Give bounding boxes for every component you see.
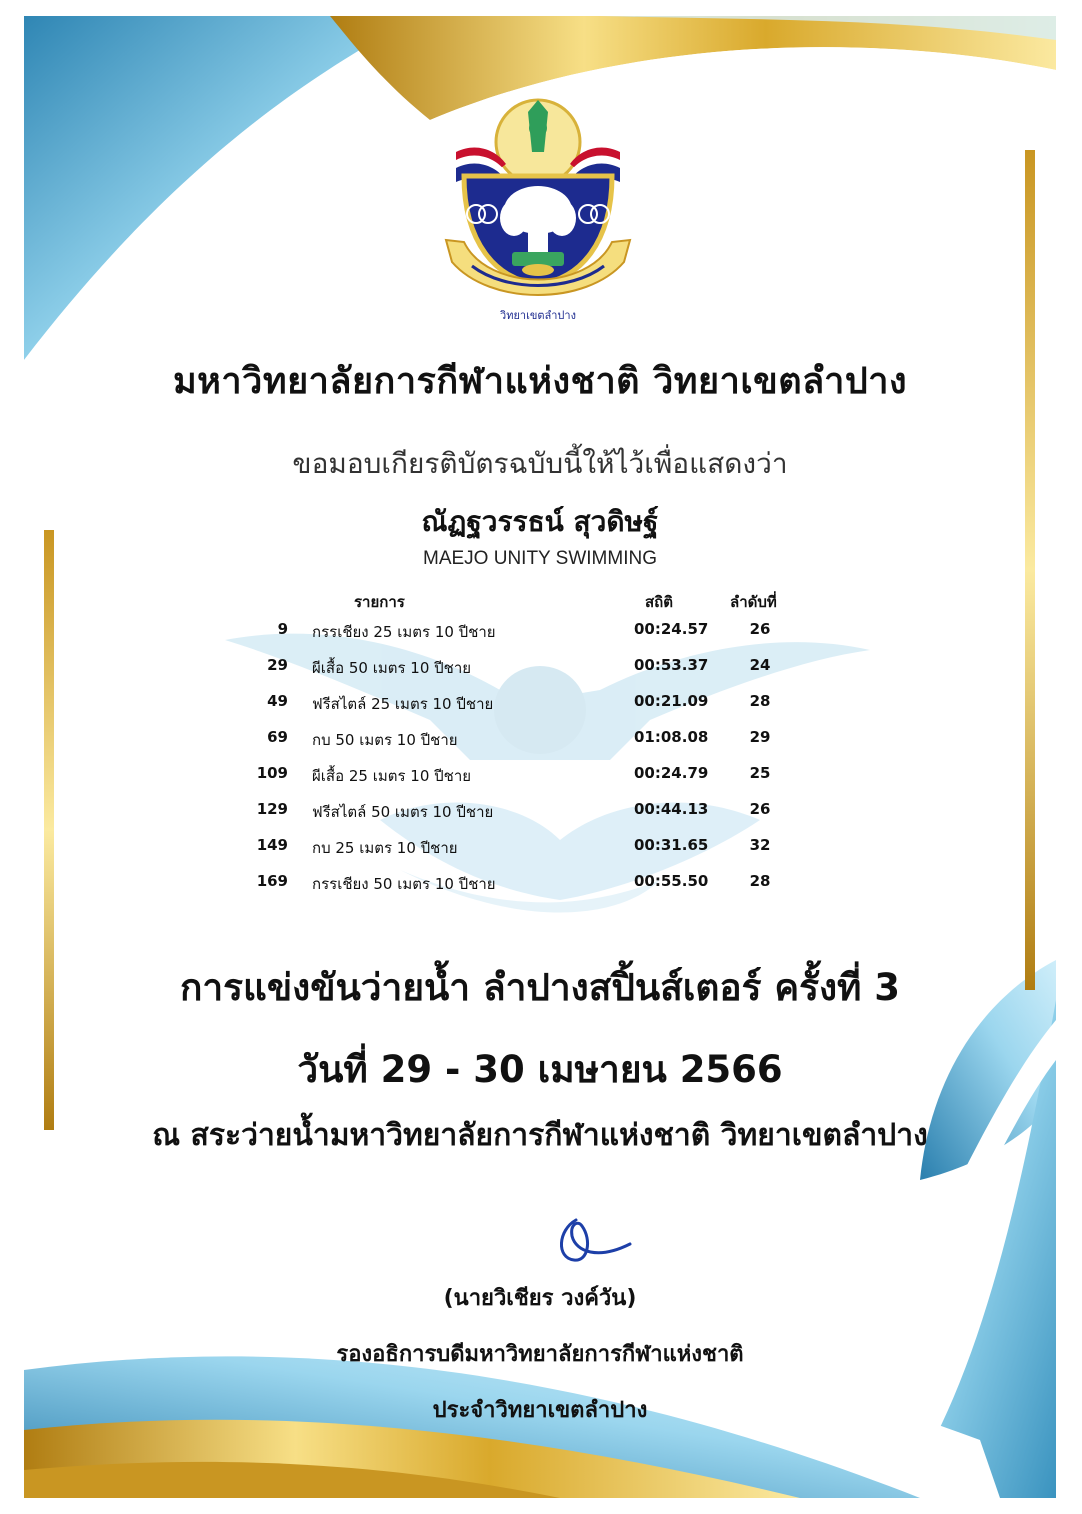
university-title: มหาวิทยาลัยการกีฬาแห่งชาติ วิทยาเขตลำปาง <box>172 361 908 402</box>
table-row <box>240 872 820 908</box>
signatory-position: รองอธิการบดีมหาวิทยาลัยการกีฬาแห่งชาติ <box>336 1342 744 1367</box>
event-rank: 26 <box>749 620 771 638</box>
signatory-campus: ประจำวิทยาเขตลำปาง <box>432 1398 648 1423</box>
event-number: 149 <box>256 836 288 854</box>
event-rank: 25 <box>749 764 771 782</box>
event-time: 00:44.13 <box>634 800 709 818</box>
competition-venue: ณ สระว่ายน้ำมหาวิทยาลัยการกีฬาแห่งชาติ วิทยาเขตลำปาง <box>152 1118 928 1153</box>
event-number: 9 <box>277 620 288 638</box>
logo-caption: วิทยาเขตลำปาง <box>500 309 576 322</box>
event-name: ผีเสื้อ 50 เมตร 10 ปีชาย <box>312 659 472 677</box>
event-name: ผีเสื้อ 25 เมตร 10 ปีชาย <box>312 767 472 785</box>
table-row <box>240 656 820 692</box>
event-time: 00:21.09 <box>634 692 709 710</box>
event-time: 00:24.57 <box>634 620 709 638</box>
event-number: 109 <box>256 764 288 782</box>
event-rank: 29 <box>749 728 771 746</box>
event-name: กบ 25 เมตร 10 ปีชาย <box>312 839 458 857</box>
certify-statement: ขอมอบเกียรติบัตรฉบับนี้ให้ไว้เพื่อแสดงว่า <box>292 447 788 480</box>
header-event: รายการ <box>354 593 405 611</box>
results-header <box>240 590 820 620</box>
event-name: กบ 50 เมตร 10 ปีชาย <box>312 731 458 749</box>
event-time: 00:55.50 <box>634 872 709 890</box>
competition-date: วันที่ 29 - 30 เมษายน 2566 <box>297 1048 783 1091</box>
event-time: 00:31.65 <box>634 836 709 854</box>
event-rank: 26 <box>749 800 771 818</box>
event-name: ฟรีสไตล์ 50 เมตร 10 ปีชาย <box>312 803 494 821</box>
event-name: ฟรีสไตล์ 25 เมตร 10 ปีชาย <box>312 695 494 713</box>
event-time: 01:08.08 <box>634 728 709 746</box>
event-number: 49 <box>267 692 288 710</box>
university-logo <box>436 92 640 328</box>
event-name: กรรเชียง 25 เมตร 10 ปีชาย <box>312 623 496 641</box>
table-row <box>240 764 820 800</box>
club-name: MAEJO UNITY SWIMMING <box>423 548 657 569</box>
event-time: 00:53.37 <box>634 656 709 674</box>
event-time: 00:24.79 <box>634 764 709 782</box>
event-number: 69 <box>267 728 288 746</box>
recipient-name: ณัฏฐวรรธน์ สุวดิษฐ์ <box>421 505 659 538</box>
event-number: 29 <box>267 656 288 674</box>
event-rank: 28 <box>749 692 771 710</box>
table-row <box>240 836 820 872</box>
event-number: 169 <box>256 872 288 890</box>
table-row <box>240 728 820 764</box>
event-number: 129 <box>256 800 288 818</box>
event-rank: 28 <box>749 872 771 890</box>
header-time: สถิติ <box>645 593 673 611</box>
event-rank: 24 <box>749 656 771 674</box>
table-row <box>240 800 820 836</box>
event-rank: 32 <box>749 836 771 854</box>
header-rank: ลำดับที่ <box>730 593 777 611</box>
signatory-name: (นายวิเชียร วงค์วัน) <box>443 1286 637 1311</box>
competition-title: การแข่งขันว่ายน้ำ ลำปางสปิ้นส์เตอร์ ครั้งที่ 3 <box>179 966 901 1009</box>
table-row <box>240 620 820 656</box>
results-table <box>240 590 820 908</box>
event-name: กรรเชียง 50 เมตร 10 ปีชาย <box>312 875 496 893</box>
signature <box>548 1210 638 1270</box>
table-row <box>240 692 820 728</box>
